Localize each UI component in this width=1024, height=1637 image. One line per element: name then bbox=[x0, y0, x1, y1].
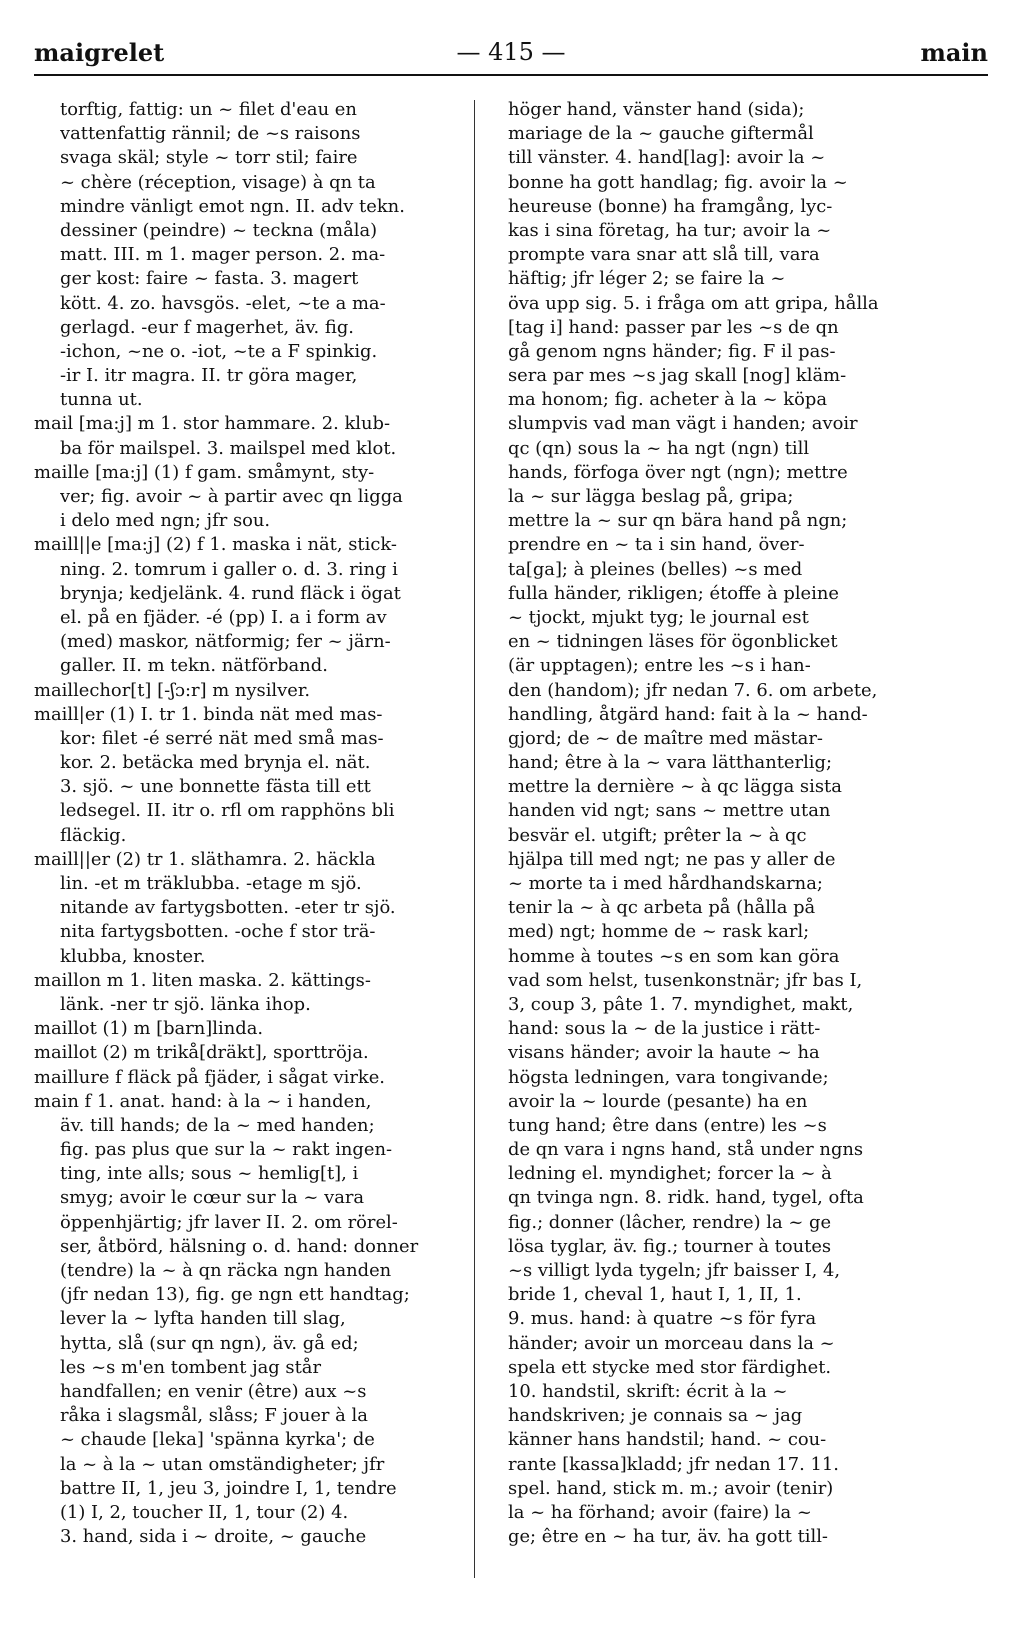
text-line: tunna ut. bbox=[60, 389, 143, 411]
text-line: till vänster. 4. hand[lag]: avoir la ~ bbox=[508, 147, 826, 169]
text-line: [tag i] hand: passer par les ~s de qn bbox=[508, 316, 839, 338]
text-line: bride 1, cheval 1, haut I, 1, II, 1. bbox=[508, 1284, 802, 1306]
entry-headword-line: maillot (2) m trikå[dräkt], sporttröja. bbox=[34, 1042, 369, 1064]
page-number: — 415 — bbox=[456, 38, 566, 66]
text-line: (är upptagen); entre les ~s i han- bbox=[508, 655, 811, 677]
text-line: hytta, slå (sur qn ngn), äv. gå ed; bbox=[60, 1332, 359, 1354]
text-line: 9. mus. hand: à quatre ~s för fyra bbox=[508, 1308, 817, 1330]
header-first-word: maigrelet bbox=[34, 38, 165, 67]
text-line: prendre en ~ ta i sin hand, över- bbox=[508, 534, 805, 556]
text-line: handfallen; en venir (être) aux ~s bbox=[60, 1380, 367, 1402]
text-line: ta[ga]; à pleines (belles) ~s med bbox=[508, 558, 803, 580]
text-line: 3, coup 3, pâte 1. 7. myndighet, makt, bbox=[508, 993, 854, 1015]
text-line: kor: filet -é serré nät med små mas- bbox=[60, 727, 384, 749]
text-line: handskriven; je connais sa ~ jag bbox=[508, 1405, 803, 1427]
entry-headword-line: maille [ma:j] (1) f gam. småmynt, sty- bbox=[34, 461, 375, 483]
text-line: lever la ~ lyfta handen till slag, bbox=[60, 1308, 346, 1330]
entry-headword-line: maillure f fläck på fjäder, i sågat virke. bbox=[34, 1066, 385, 1088]
text-line: häftig; jfr léger 2; se faire la ~ bbox=[508, 268, 786, 290]
text-line: öva upp sig. 5. i fråga om att gripa, hålla bbox=[508, 292, 879, 314]
text-line: matt. III. m 1. mager person. 2. ma- bbox=[60, 244, 386, 266]
text-line: ver; fig. avoir ~ à partir avec qn ligga bbox=[60, 486, 403, 507]
text-line: händer; avoir un morceau dans la ~ bbox=[508, 1332, 835, 1354]
entry-headword-line: maillon m 1. liten maska. 2. kättings- bbox=[34, 969, 371, 991]
text-line: gjord; de ~ de maître med mästar- bbox=[508, 727, 823, 749]
text-line: kött. 4. zo. havsgös. -elet, ~te a ma- bbox=[60, 292, 386, 314]
text-line: känner hans handstil; hand. ~ cou- bbox=[508, 1429, 827, 1451]
header-last-word: main bbox=[920, 38, 988, 67]
text-line: gå genom ngns händer; fig. F il pas- bbox=[508, 340, 836, 362]
text-line: handling, åtgärd hand: fait à la ~ hand- bbox=[508, 703, 868, 725]
text-line: les ~s m'en tombent jag står bbox=[60, 1356, 322, 1378]
text-line: mariage de la ~ gauche giftermål bbox=[508, 123, 814, 145]
text-line: 10. handstil, skrift: écrit à la ~ bbox=[508, 1380, 788, 1402]
text-line: 3. hand, sida i ~ droite, ~ gauche bbox=[60, 1526, 367, 1548]
text-line: (tendre) la ~ à qn räcka ngn handen bbox=[60, 1260, 392, 1281]
text-line: ledning el. myndighet; forcer la ~ à bbox=[508, 1163, 832, 1185]
right-column bbox=[508, 98, 982, 1549]
text-line: la ~ sur lägga beslag på, gripa; bbox=[508, 486, 794, 507]
text-line: tenir la ~ à qc arbeta på (hålla på bbox=[508, 897, 816, 919]
text-line: ger kost: faire ~ fasta. 3. magert bbox=[60, 268, 359, 290]
text-line: qc (qn) sous la ~ ha ngt (ngn) till bbox=[508, 437, 810, 459]
text-line: med) ngt; homme de ~ rask karl; bbox=[508, 921, 810, 943]
page-header bbox=[34, 36, 988, 76]
text-line: battre II, 1, jeu 3, joindre I, 1, tendre bbox=[60, 1477, 397, 1499]
left-column bbox=[34, 98, 472, 1549]
text-line: tung hand; être dans (entre) les ~s bbox=[508, 1114, 827, 1136]
text-line: ~ tjockt, mjukt tyg; le journal est bbox=[508, 606, 809, 628]
text-line: (med) maskor, nätformig; fer ~ järn- bbox=[60, 631, 391, 653]
text-line: hand: sous la ~ de la justice i rätt- bbox=[508, 1018, 821, 1040]
entry-headword-line: mail [ma:j] m 1. stor hammare. 2. klub- bbox=[34, 413, 391, 435]
text-line: ~ morte ta i med hårdhandskarna; bbox=[508, 873, 823, 894]
text-line: (jfr nedan 13), fig. ge ngn ett handtag; bbox=[60, 1284, 410, 1306]
text-line: mindre vänligt emot ngn. II. adv tekn. bbox=[60, 195, 405, 217]
text-line: dessiner (peindre) ~ teckna (måla) bbox=[60, 219, 378, 241]
text-line: heureuse (bonne) ha framgång, lyc- bbox=[508, 195, 833, 217]
text-line: hjälpa till med ngt; ne pas y aller de bbox=[508, 848, 836, 870]
text-line: gerlagd. -eur f magerhet, äv. fig. bbox=[60, 316, 354, 338]
text-line: smyg; avoir le cœur sur la ~ vara bbox=[60, 1187, 365, 1209]
text-line: galler. II. m tekn. nätförband. bbox=[60, 655, 328, 677]
entry-headword-line: maill|er (1) I. tr 1. binda nät med mas- bbox=[34, 703, 383, 725]
text-line: svaga skäl; style ~ torr stil; faire bbox=[60, 147, 358, 169]
text-line: ~ chaude [leka] 'spänna kyrka'; de bbox=[60, 1429, 375, 1451]
text-line: fläckig. bbox=[60, 824, 127, 846]
text-line: i delo med ngn; jfr sou. bbox=[60, 510, 271, 532]
text-line: mettre la ~ sur qn bära hand på ngn; bbox=[508, 510, 848, 532]
text-line: ma honom; fig. acheter à la ~ köpa bbox=[508, 389, 827, 411]
text-line: mettre la dernière ~ à qc lägga sista bbox=[508, 776, 842, 798]
text-line: torftig, fattig: un ~ filet d'eau en bbox=[60, 99, 357, 120]
text-line: den (handom); jfr nedan 7. 6. om arbete, bbox=[508, 679, 878, 701]
text-line: kas i sina företag, ha tur; avoir la ~ bbox=[508, 219, 832, 241]
text-line: ge; être en ~ ha tur, äv. ha gott till- bbox=[508, 1526, 828, 1548]
text-line: prompte vara snar att slå till, vara bbox=[508, 244, 820, 266]
text-line: nita fartygsbotten. -oche f stor trä- bbox=[60, 921, 376, 943]
text-line: la ~ ha förhand; avoir (faire) la ~ bbox=[508, 1501, 812, 1523]
text-line: högsta ledningen, vara tongivande; bbox=[508, 1066, 829, 1088]
text-line: (1) I, 2, toucher II, 1, tour (2) 4. bbox=[60, 1501, 349, 1523]
text-line: vattenfattig rännil; de ~s raisons bbox=[60, 123, 361, 145]
text-line: ~s villigt lyda tygeln; jfr baisser I, 4, bbox=[508, 1260, 841, 1281]
column-divider bbox=[474, 100, 475, 1578]
text-line: qn tvinga ngn. 8. ridk. hand, tygel, ofta bbox=[508, 1187, 864, 1209]
text-line: länk. -ner tr sjö. länka ihop. bbox=[60, 993, 311, 1015]
text-line: lin. -et m träklubba. -etage m sjö. bbox=[60, 873, 362, 894]
text-line: ting, inte alls; sous ~ hemlig[t], i bbox=[60, 1163, 359, 1185]
text-line: ledsegel. II. itr o. rfl om rapphöns bli bbox=[60, 800, 395, 822]
text-line: besvär el. utgift; prêter la ~ à qc bbox=[508, 824, 807, 846]
text-line: bonne ha gott handlag; fig. avoir la ~ bbox=[508, 171, 848, 193]
text-line: de qn vara i ngns hand, stå under ngns bbox=[508, 1139, 864, 1161]
text-line: homme à toutes ~s en som kan göra bbox=[508, 945, 840, 967]
text-line: el. på en fjäder. -é (pp) I. a i form av bbox=[60, 606, 387, 628]
text-line: vad som helst, tusenkonstnär; jfr bas I, bbox=[508, 969, 863, 991]
entry-headword-line: main f 1. anat. hand: à la ~ i handen, bbox=[34, 1090, 372, 1112]
text-line: öppenhjärtig; jfr laver II. 2. om rörel- bbox=[60, 1211, 398, 1233]
text-line: -ir I. itr magra. II. tr göra mager, bbox=[60, 365, 358, 387]
text-line: ser, åtbörd, hälsning o. d. hand: donner bbox=[60, 1235, 419, 1257]
text-line: höger hand, vänster hand (sida); bbox=[508, 99, 805, 120]
text-line: ~ chère (réception, visage) à qn ta bbox=[60, 171, 376, 193]
text-line: fulla händer, rikligen; étoffe à pleine bbox=[508, 582, 839, 604]
text-line: fig. pas plus que sur la ~ rakt ingen- bbox=[60, 1139, 393, 1161]
text-line: handen vid ngt; sans ~ mettre utan bbox=[508, 800, 831, 822]
text-line: avoir la ~ lourde (pesante) ha en bbox=[508, 1090, 808, 1112]
text-line: ba för mailspel. 3. mailspel med klot. bbox=[60, 437, 397, 459]
entry-headword-line: maillechor[t] [-ʃɔ:r] m nysilver. bbox=[34, 679, 311, 701]
text-line: -ichon, ~ne o. -iot, ~te a F spinkig. bbox=[60, 340, 378, 362]
text-line: nitande av fartygsbotten. -eter tr sjö. bbox=[60, 897, 396, 919]
text-line: äv. till hands; de la ~ med handen; bbox=[60, 1114, 375, 1136]
text-line: brynja; kedjelänk. 4. rund fläck i ögat bbox=[60, 582, 401, 604]
text-line: la ~ à la ~ utan omständigheter; jfr bbox=[60, 1453, 385, 1475]
text-line: sera par mes ~s jag skall [nog] kläm- bbox=[508, 365, 847, 387]
text-line: visans händer; avoir la haute ~ ha bbox=[508, 1042, 820, 1064]
text-line: spela ett stycke med stor färdighet. bbox=[508, 1356, 832, 1378]
text-line: hand; être à la ~ vara lätthanterlig; bbox=[508, 752, 832, 774]
entry-headword-line: maillot (1) m [barn]linda. bbox=[34, 1018, 264, 1040]
text-line: hands, förfoga över ngt (ngn); mettre bbox=[508, 461, 848, 483]
text-line: råka i slagsmål, slåss; F jouer à la bbox=[60, 1405, 368, 1427]
text-line: lösa tyglar, äv. fig.; tourner à toutes bbox=[508, 1235, 832, 1257]
text-line: slumpvis vad man vägt i handen; avoir bbox=[508, 413, 858, 435]
text-line: en ~ tidningen läses för ögonblicket bbox=[508, 631, 838, 653]
text-line: rante [kassa]kladd; jfr nedan 17. 11. bbox=[508, 1453, 839, 1475]
entry-headword-line: maill||er (2) tr 1. släthamra. 2. häckla bbox=[34, 848, 376, 870]
text-line: 3. sjö. ~ une bonnette fästa till ett bbox=[60, 776, 371, 798]
text-line: ning. 2. tomrum i galler o. d. 3. ring i bbox=[60, 558, 398, 580]
text-line: fig.; donner (lâcher, rendre) la ~ ge bbox=[508, 1211, 832, 1233]
entry-headword-line: maill||e [ma:j] (2) f 1. maska i nät, stick- bbox=[34, 534, 397, 556]
text-line: kor. 2. betäcka med brynja el. nät. bbox=[60, 752, 371, 774]
text-line: klubba, knoster. bbox=[60, 945, 206, 967]
text-line: spel. hand, stick m. m.; avoir (tenir) bbox=[508, 1477, 834, 1499]
